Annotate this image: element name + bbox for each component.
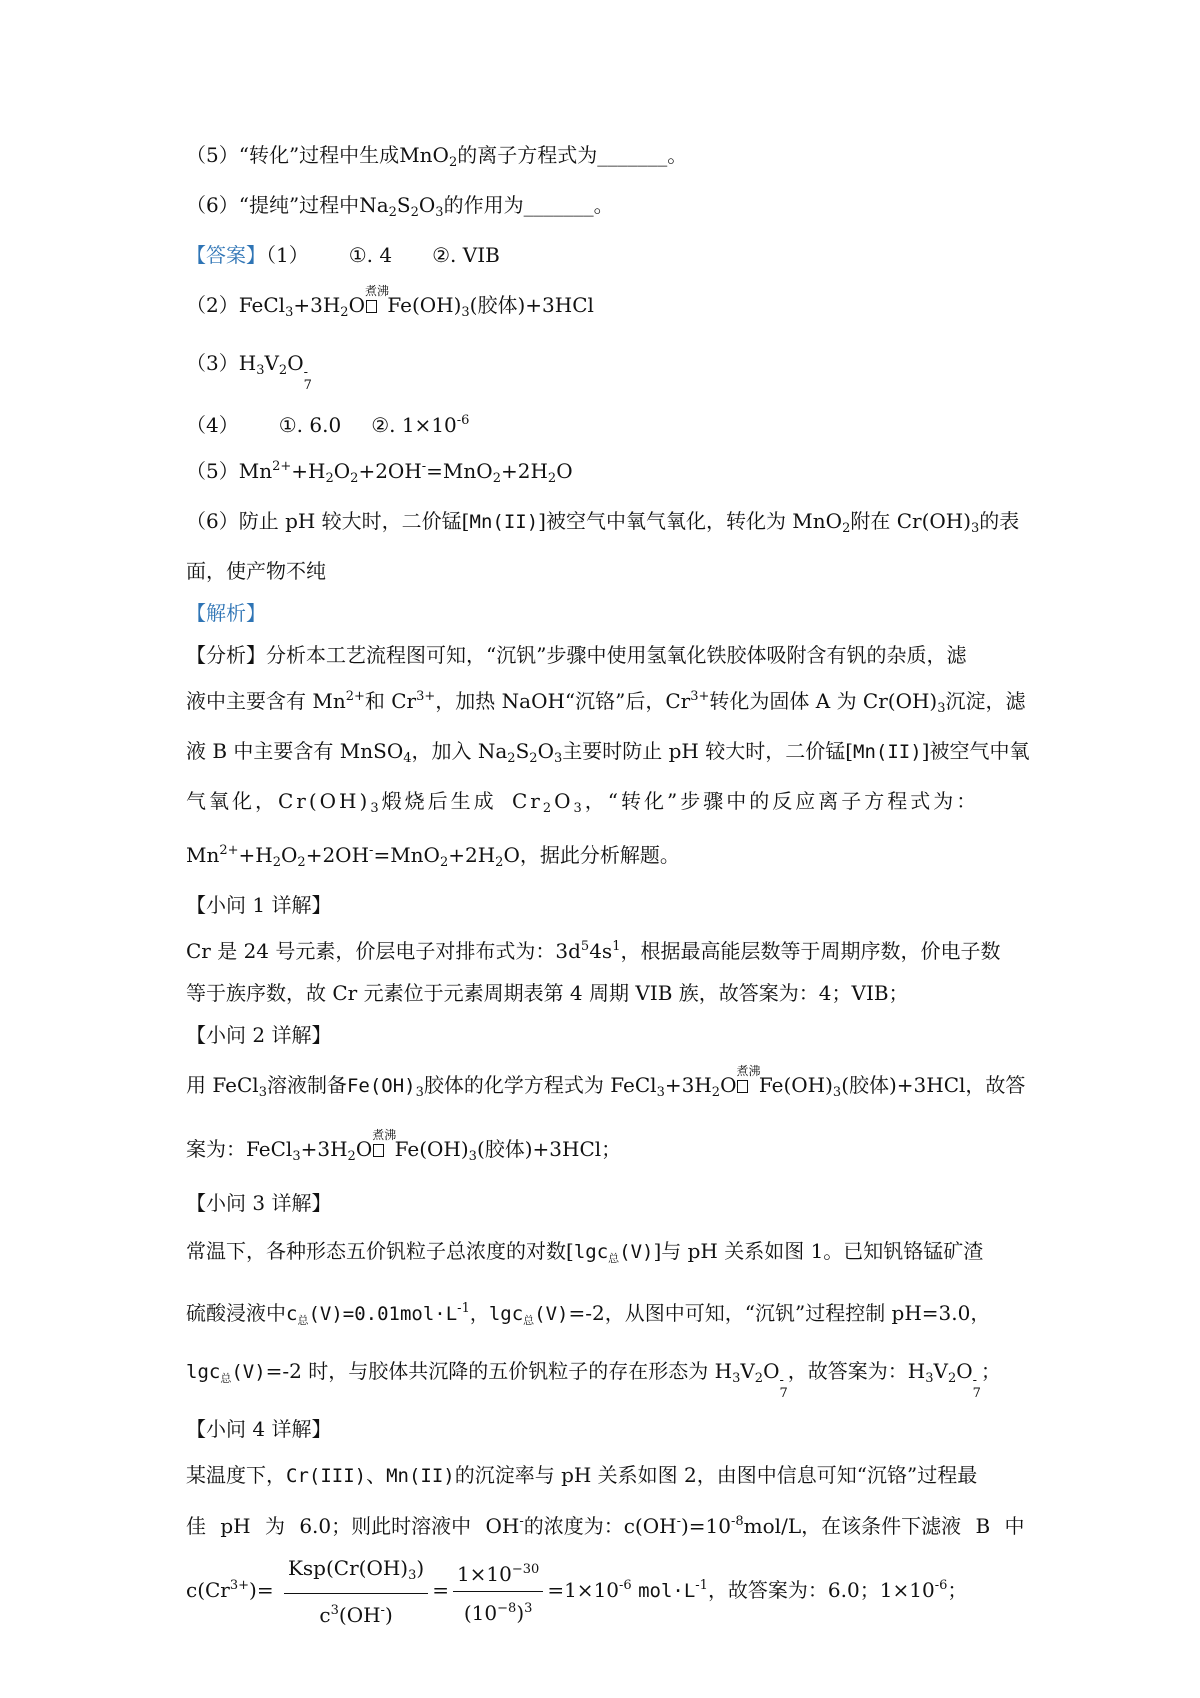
section-2-title: 【小问 2 详解】 xyxy=(186,1023,332,1047)
answer-tag: 【答案】 xyxy=(186,243,266,267)
section-3-line-1: 常温下，各种形态五价钒粒子总浓度的对数[lgc$_总$(V)]与 pH 关系如图 1。已知钒铬锰矿渣 xyxy=(186,1239,984,1265)
analysis-p1-line-3: 液 B 中主要含有 MnSO$_4$，加入 $Na_2S_2O_3$主要时防止 pH 较大时，二价锰[Mn(II)]被空气中氧 xyxy=(186,739,1030,766)
section-4-title: 【小问 4 详解】 xyxy=(186,1417,332,1441)
analysis-p1-line-2: 液中主要含有 $Mn^{2+}$和 $Cr^{3+}$，加热 NaOH“沉铬”后，$Cr^{3+}$转化为固体 A 为 $Cr(OH)_3$沉淀，滤 xyxy=(186,689,1026,716)
section-3-line-2: 硫酸浸液中$c_总(V)=0.01mol\cdot L^{-1}$，lgc$_总$(V)=-2，从图中可知，“沉钒”过程控制 pH=3.0， xyxy=(186,1301,991,1327)
section-1-line-2: 等于族序数，故 Cr 元素位于元素周期表第 4 周期 VIB 族，故答案为：4；VIB； xyxy=(186,981,909,1005)
analysis-p1-line-5: $Mn^{2+}+H_2O_2+2OH^-=MnO_2+2H_2O$，据此分析解题。 xyxy=(186,843,680,870)
fraction-values: $\frac{1\times 10^{-30}}{(10^{-8})^3}$ xyxy=(453,1557,543,1626)
section-4-line-2: 佳 pH 为 6.0；则此时溶液中 OH-的浓度为：$c(OH^-)=10^{-8}mol/L$，在该条件下滤液 B 中 xyxy=(186,1514,1025,1538)
answer-2: $(2)FeCl_3+3H_2O$ 煮沸 $Fe(OH)_3$(胶体)+3HCl xyxy=(186,283,594,320)
analysis-p1-line-1: 【分析】分析本工艺流程图可知，“沉钒”步骤中使用氢氧化铁胶体吸附含有钒的杂质，滤 xyxy=(186,643,967,667)
reaction-arrow: 煮沸 xyxy=(372,1138,388,1164)
answer-3: $(3)H_3V_2O$ - 7 xyxy=(186,351,312,393)
question-5: （5）“转化”过程中生成MnO$_2$的离子方程式为_______。 xyxy=(186,143,688,170)
answer-6-line-2: 面，使产物不纯 xyxy=(186,559,326,583)
equation-cr-concentration: $c(Cr^{3+})=$ $\frac{Ksp(Cr(OH)_3)}{c^3(OH^-)}$ = $\frac{1\times 10^{-30}}{(10^{-8})^3}$ $=1\times 10^{-6}$ $mol\cdot L^{-1}$，故答案为：6.0；$1\times 10^{-6}$； xyxy=(186,1556,968,1627)
reaction-arrow: 煮沸 xyxy=(736,1074,752,1100)
section-2-line-1: 用 FeCl$_3$溶液制备$Fe(OH)_3$胶体的化学方程式为 $FeCl_3+3H_2O$ 煮沸 $Fe(OH)_3$(胶体)+3HCl，故答 xyxy=(186,1063,1026,1100)
section-4-line-1: 某温度下，Cr(III)、Mn(II)的沉淀率与 pH 关系如图 2，由图中信息可知“沉铬”过程最 xyxy=(186,1463,978,1487)
analysis-p1-line-4: 气氧化，$Cr(OH)_3$煅烧后生成 $Cr_2O_3$，“转化”步骤中的反应离子方程式为： xyxy=(186,789,980,816)
fraction-ksp: $\frac{Ksp(Cr(OH)_3)}{c^3(OH^-)}$ xyxy=(284,1555,428,1628)
reaction-arrow: 煮沸 xyxy=(365,294,381,320)
section-1-title: 【小问 1 详解】 xyxy=(186,893,332,917)
section-3-title: 【小问 3 详解】 xyxy=(186,1191,332,1215)
question-6: （6）“提纯”过程中$Na_2S_2O_3$的作用为_______。 xyxy=(186,193,614,220)
analysis-tag: 【解析】 xyxy=(186,601,266,625)
content xyxy=(186,142,1046,1628)
answer-6-line-1: （6）防止 pH 较大时，二价锰[Mn(II)]被空气中氧气氧化，转化为 MnO$_2$附在 $Cr(OH)_3$的表 xyxy=(186,509,1020,536)
answer-5: $(5)Mn^{2+}+H_2O_2+2OH^-=MnO_2+2H_2O$ xyxy=(186,459,573,486)
section-1-line-1: Cr 是 24 号元素，价层电子对排布式为：$3d^54s^1$，根据最高能层数等于周期序数，价电子数 xyxy=(186,939,1001,963)
section-3-line-3: lgc$_总$(V)=-2 时，与胶体共沉降的五价钒粒子的存在形态为 $H_3V_2O$ - 7 ，故答案为：$H_3V_2O$ - 7 ； xyxy=(186,1359,1001,1401)
answer-1: 【答案】（1） ①. 4 ②. VIB xyxy=(186,243,500,267)
answer-4: （4） ①. 6.0 ②. $1\times 10^{-6}$ xyxy=(186,413,470,437)
section-2-line-2: 案为：$FeCl_3+3H_2O$ 煮沸 $Fe(OH)_3$(胶体)+3HCl； xyxy=(186,1127,622,1164)
